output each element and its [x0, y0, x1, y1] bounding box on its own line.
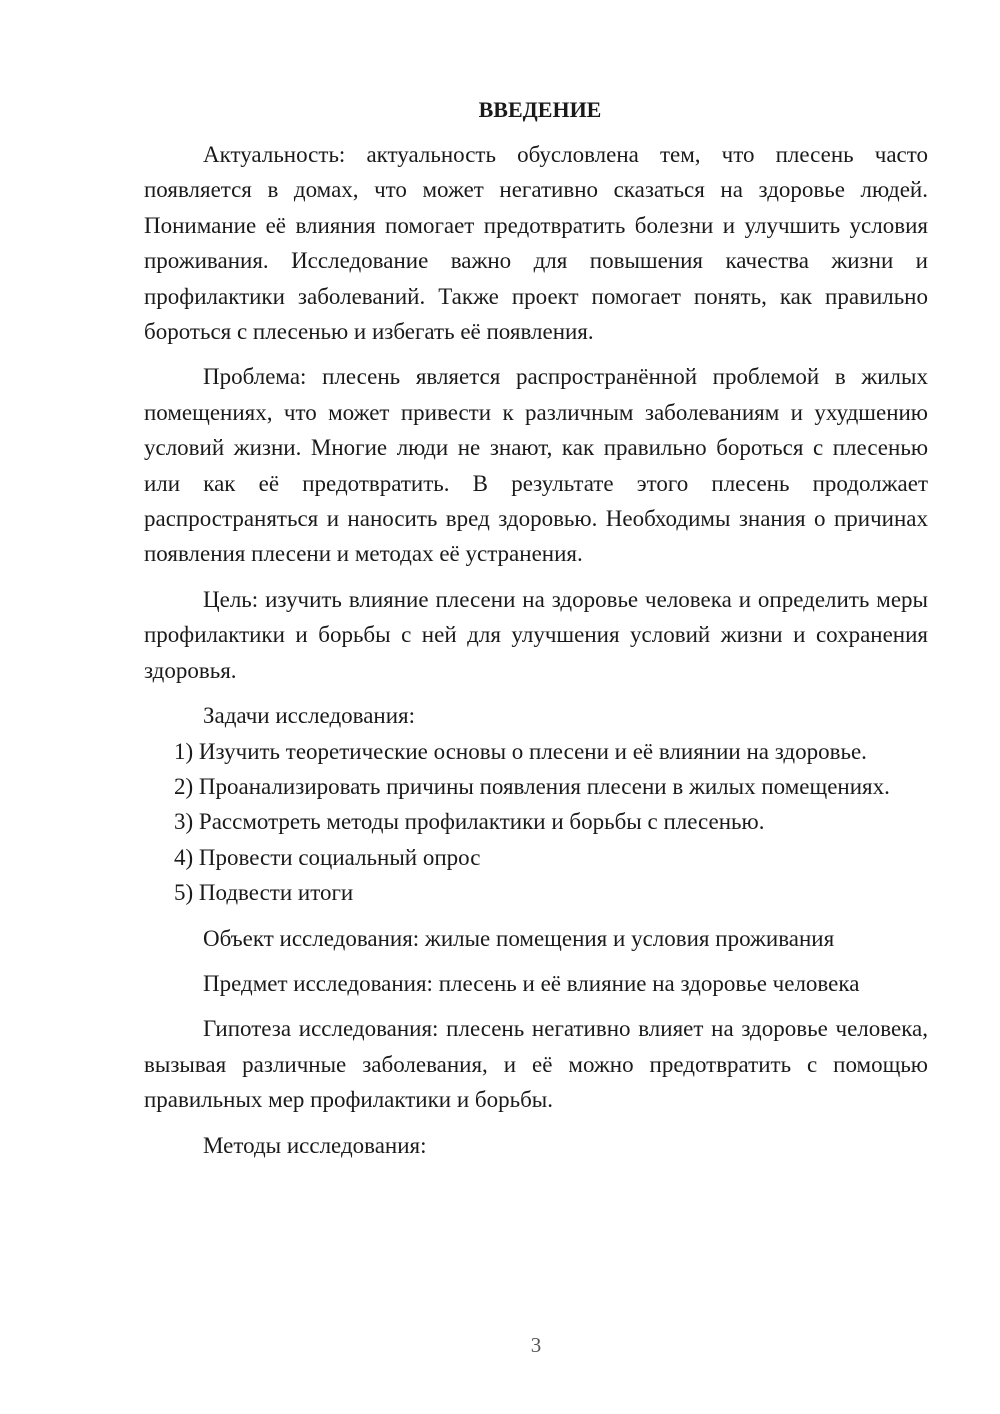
list-item: 5) Подвести итоги	[174, 880, 354, 906]
page-number: 3	[530, 1333, 542, 1357]
list-item: 2) Проанализировать причины появления плесени в жилых помещениях.	[174, 773, 890, 799]
page-content	[144, 95, 928, 1163]
paragraph-methods-title: Методы исследования:	[203, 1132, 427, 1158]
paragraph-relevance: Актуальность: актуальность обусловлена тем, что плесень часто появляется в домах, что может негативно сказаться на здоровье людей. Понимание её влияния помогает предотвратить болезни и улучшить условия проживания. Исследование важно для повышения качества жизни и профилактики заболеваний. Также проект помогает понять, как правильно бороться с плесенью и избегать её появления.	[144, 142, 928, 345]
paragraph-tasks-title: Задачи исследования:	[203, 703, 416, 729]
list-item: 1) Изучить теоретические основы о плесени и её влиянии на здоровье.	[174, 738, 867, 764]
paragraph-problem: Проблема: плесень является распространённой проблемой в жилых помещениях, что может привести к различным заболеваниям и ухудшению условий жизни. Многие люди не знают, как правильно бороться с плесенью или как её предотвратить. В результате этого плесень продолжает распространяться и наносить вред здоровью. Необходимы знания о причинах появления плесени и методах её устранения.	[144, 364, 928, 567]
paragraph-object: Объект исследования: жилые помещения и условия проживания	[203, 925, 835, 951]
list-item: 3) Рассмотреть методы профилактики и борьбы с плесенью.	[174, 809, 765, 835]
tasks-list	[144, 734, 928, 911]
paragraph-hypothesis: Гипотеза исследования: плесень негативно влияет на здоровье человека, вызывая различные заболевания, и её можно предотвратить с помощью правильных мер профилактики и борьбы.	[144, 1016, 928, 1113]
section-heading: ВВЕДЕНИЕ	[478, 97, 602, 122]
list-item: 4) Провести социальный опрос	[174, 844, 481, 870]
paragraph-goal: Цель: изучить влияние плесени на здоровье человека и определить меры профилактики и борьбы с ней для улучшения условий жизни и сохранения здоровья.	[144, 586, 928, 683]
paragraph-subject: Предмет исследования: плесень и её влияние на здоровье человека	[203, 970, 860, 996]
